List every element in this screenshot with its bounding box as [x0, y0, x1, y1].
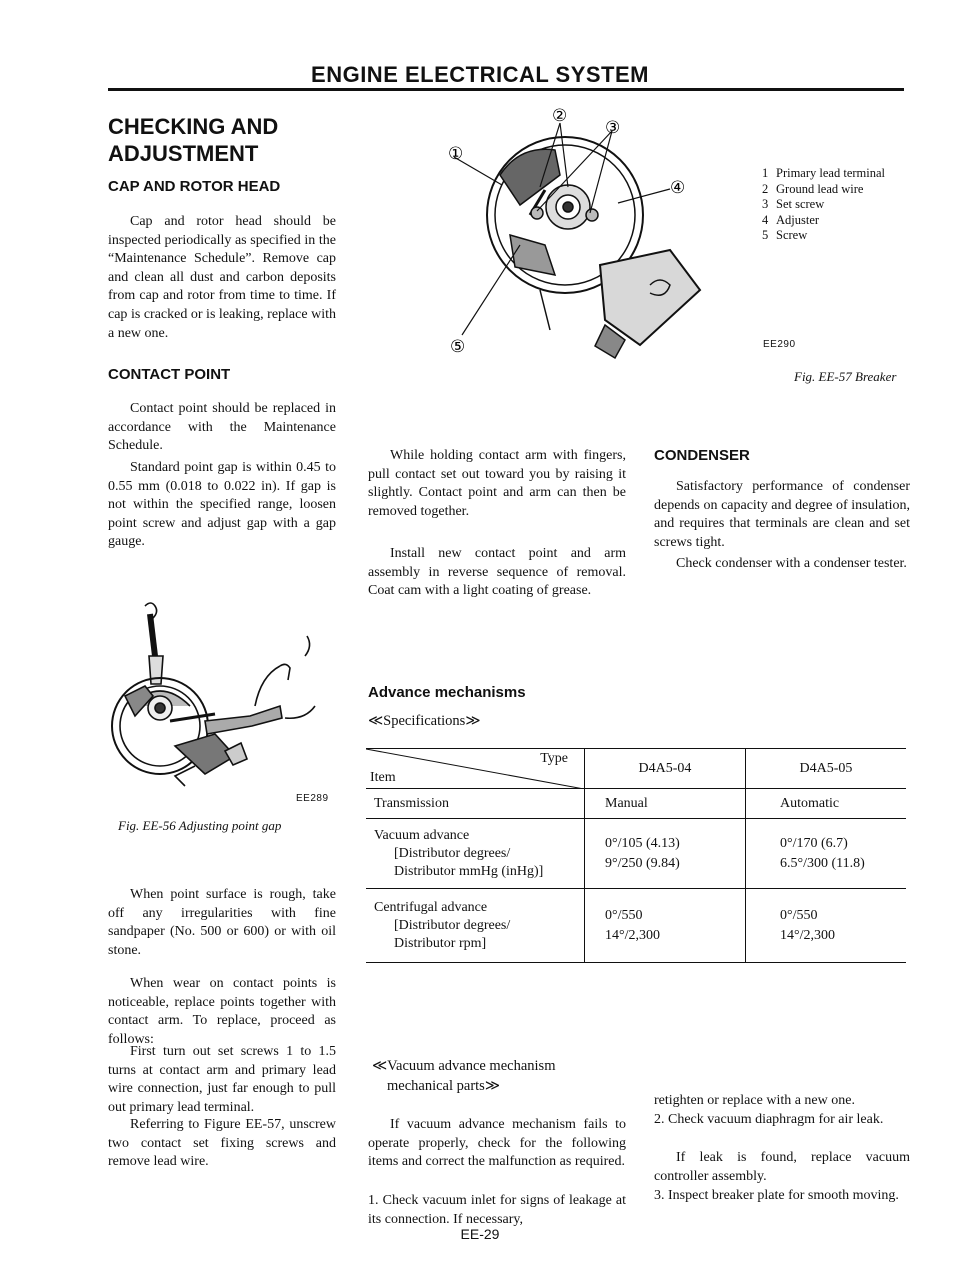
specifications-label: ≪Specifications≫ — [368, 713, 481, 729]
row-item-line: Distributor mmHg (inHg)] — [394, 863, 544, 879]
row-item-line: [Distributor degrees/ — [394, 845, 511, 861]
callout-4: ④ — [670, 178, 686, 197]
fig56-caption: Fig. EE-56 Adjusting point gap — [118, 818, 282, 833]
condenser-heading: CONDENSER — [654, 447, 750, 464]
vacuum-heading-line1: ≪Vacuum advance mechanism — [372, 1058, 556, 1074]
contact-point-paragraph-1: Contact point should be replaced in accordance with the Maintenance Schedule. — [108, 401, 336, 454]
row-c1 — [585, 819, 746, 889]
cap-rotor-heading: CAP AND ROTOR HEAD — [108, 178, 281, 195]
page-header-title: ENGINE ELECTRICAL SYSTEM — [311, 62, 649, 87]
row-value-line: 6.5°/300 (11.8) — [780, 855, 865, 871]
contact-point-paragraph-2: Standard point gap is within 0.45 to 0.55 mm (0.018 to 0.022 in). If gap is not within the specified range, loosen point screw and adjust gap with a gap gauge. — [108, 460, 336, 550]
row-value-line: 0°/170 (6.7) — [780, 835, 848, 851]
legend-row-5: 5 Screw — [762, 228, 808, 242]
row-value-line: 14°/2,300 — [780, 927, 835, 943]
row-c2 — [746, 889, 907, 963]
advance-spec-table — [366, 748, 906, 963]
callout-2: ② — [552, 106, 568, 125]
callout-3: ③ — [605, 118, 621, 137]
adjusting-point-gap-figure — [105, 596, 335, 791]
table-row-vacuum-advance — [366, 819, 906, 889]
header-col-d4a5-04: D4A5-04 — [585, 749, 746, 789]
fig56-code: EE289 — [296, 793, 329, 804]
section-title-line1: CHECKING AND — [108, 114, 279, 139]
table-row-centrifugal-advance — [366, 889, 906, 963]
row-value-line: 0°/105 (4.13) — [605, 835, 680, 851]
row-c1 — [585, 889, 746, 963]
row-value-line: 14°/2,300 — [605, 927, 660, 943]
table-row-transmission — [366, 789, 906, 819]
row-value-line: 0°/550 — [780, 907, 818, 923]
legend-row-4: 4 Adjuster — [762, 212, 820, 227]
cap-rotor-paragraph: Cap and rotor head should be inspected periodically as specified in the “Maintenance Schedule”. Remove cap and clean all dust and carbon deposits from cap and rotor from time to time. If cap is cracked or is leaking, replace with a new one. — [108, 214, 336, 341]
header-col-d4a5-05: D4A5-05 — [746, 749, 907, 789]
vacuum-paragraph-1: If vacuum advance mechanism fails to operate properly, check for the following items and correct the malfunction as required. — [368, 1117, 626, 1170]
fig57-caption: Fig. EE-57 Breaker — [794, 369, 897, 384]
row-item-line: Vacuum advance — [374, 827, 470, 843]
section-title-line2: ADJUSTMENT — [108, 141, 259, 166]
legend-row-3: 3 Set screw — [762, 197, 825, 211]
breaker-figure — [440, 95, 720, 360]
left-paragraph-4: When wear on contact points is noticeable, replace points together with contact arm. To replace, proceed as follows: — [108, 976, 336, 1047]
vacuum-right-2: 2. Check vacuum diaphragm for air leak. — [654, 1112, 884, 1127]
row-item — [366, 889, 585, 963]
fig57-legend — [762, 166, 885, 244]
left-paragraph-3: When point surface is rough, take off any irregularities with fine sandpaper (No. 500 or 600) or with oil stone. — [108, 887, 336, 958]
left-paragraph-6: Referring to Figure EE-57, unscrew two contact set fixing screws and remove lead wire. — [108, 1117, 336, 1170]
callout-1: ① — [448, 144, 464, 163]
callout-5: ⑤ — [450, 337, 466, 356]
row-value-line: 0°/550 — [605, 907, 643, 923]
row-item-line: [Distributor degrees/ — [394, 917, 511, 933]
row-value-line: 9°/250 (9.84) — [605, 855, 680, 871]
row-c1: Manual — [585, 789, 746, 819]
vacuum-right-4: 3. Inspect breaker plate for smooth moving. — [654, 1188, 899, 1203]
row-c2: Automatic — [746, 789, 907, 819]
vacuum-right-1: retighten or replace with a new one. — [654, 1093, 855, 1108]
row-c2 — [746, 819, 907, 889]
left-paragraph-5: First turn out set screws 1 to 1.5 turns at contact arm and primary lead wire connection, just far enough to pull out primary lead terminal. — [108, 1044, 336, 1115]
legend-row-2: 2 Ground lead wire — [762, 181, 864, 196]
row-item: Transmission — [366, 789, 585, 819]
page-number: EE-29 — [460, 1226, 500, 1242]
middle-paragraph-2: Install new contact point and arm assembly in reverse sequence of removal. Coat cam with a light coating of grease. — [368, 546, 626, 599]
advance-mechanisms-heading: Advance mechanisms — [368, 684, 526, 701]
contact-point-heading: CONTACT POINT — [108, 366, 231, 383]
fig57-code: EE290 — [763, 339, 796, 350]
row-item-line: Centrifugal advance — [374, 899, 488, 915]
vacuum-right-3: If leak is found, replace vacuum controller assembly. — [654, 1150, 910, 1184]
condenser-paragraph-2: Check condenser with a condenser tester. — [676, 556, 907, 571]
vacuum-paragraph-2: 1. Check vacuum inlet for signs of leakage at its connection. If necessary, — [368, 1193, 626, 1227]
condenser-paragraph-1: Satisfactory performance of condenser depends on capacity and degree of insulation, and requires that terminals are clean and set screws tight. — [654, 479, 910, 550]
table-header-type-item — [366, 749, 585, 789]
table-header-row — [366, 749, 906, 789]
middle-paragraph-1: While holding contact arm with fingers, pull contact set out toward you by raising it slightly. Contact point and arm can then be removed together. — [368, 448, 626, 519]
header-item-label: Item — [370, 770, 396, 785]
header-type-label: Type — [540, 751, 568, 766]
legend-row-1: 1 Primary lead terminal — [762, 166, 885, 180]
row-item-line: Distributor rpm] — [394, 935, 487, 951]
vacuum-heading-line2: mechanical parts≫ — [387, 1078, 501, 1094]
header-rule — [108, 88, 904, 91]
row-item — [366, 819, 585, 889]
